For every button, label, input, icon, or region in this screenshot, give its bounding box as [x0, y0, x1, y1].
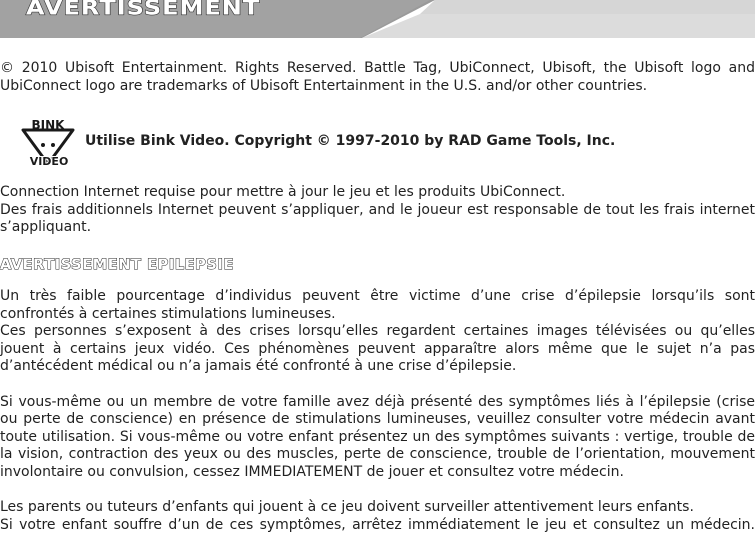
epilepsy-heading: AVERTISSEMENT EPILEPSIE [0, 257, 755, 275]
document-body [0, 60, 755, 534]
stop-playing-warning: Si votre enfant souffre d’un de ces symptômes, arrêtez immédiatement le jeu et consultez un médecin. [0, 517, 755, 534]
header-bar [0, 0, 755, 38]
epilepsy-paragraph-1: Un très faible pourcentage d’individus peuvent être victime d’une crise d’épilepsie lorsqu’ils sont confrontés à certaines stimulations lumineuses. [0, 288, 755, 323]
bink-copyright-text: Utilise Bink Video. Copyright © 1997-2010 by RAD Game Tools, Inc. [85, 133, 615, 151]
paragraph-spacer [0, 481, 755, 499]
copyright-notice: © 2010 Ubisoft Entertainment. Rights Reserved. Battle Tag, UbiConnect, Ubisoft, the Ubisoft logo and UbiConnect logo are trademarks of Ubisoft Entertainment in the U.S. and/or other countries. [0, 60, 755, 95]
epilepsy-paragraph-3: Si vous-même ou un membre de votre famille avez déjà présenté des symptômes liés à l’épilepsie (crise ou perte de conscience) en présence de stimulations lumineuses, veuillez consulter votre médecin avant toute utilisation. Si vous-même ou votre enfant présentez un des symptômes suivants : vertige, trouble de la vision, contraction des yeux ou des muscles, perte de conscience, trouble de l’orientation, mouvement involontaire ou convulsion, cessez IMMEDIATEMENT de jouer et consultez votre médecin. [0, 394, 755, 482]
connection-fees: Des frais additionnels Internet peuvent s’appliquer, and le joueur est responsable de tout les frais internet s’appliquant. [0, 202, 755, 237]
connection-requirement: Connection Internet requise pour mettre à jour le jeu et les produits UbiConnect. [0, 184, 755, 202]
epilepsy-paragraph-2: Ces personnes s’exposent à des crises lorsqu’elles regardent certaines images télévisées ou qu’elles jouent à certains jeux vidéo. Ces phénomènes peuvent apparaître alors même que le sujet n’a pas d’antécédent médical ou n’a jamais été confronté à une crise d’épilepsie. [0, 323, 755, 376]
paragraph-spacer [0, 376, 755, 394]
parents-warning: Les parents ou tuteurs d’enfants qui jouent à ce jeu doivent surveiller attentivement leurs enfants. [0, 499, 755, 517]
bink-logo-top-text: BINK [32, 118, 66, 132]
bink-logo-bottom-text: VIDEO [30, 155, 69, 168]
page-title: AVERTISSEMENT [26, 0, 260, 20]
bink-video-logo-icon [17, 116, 81, 168]
bink-credit [0, 116, 755, 168]
